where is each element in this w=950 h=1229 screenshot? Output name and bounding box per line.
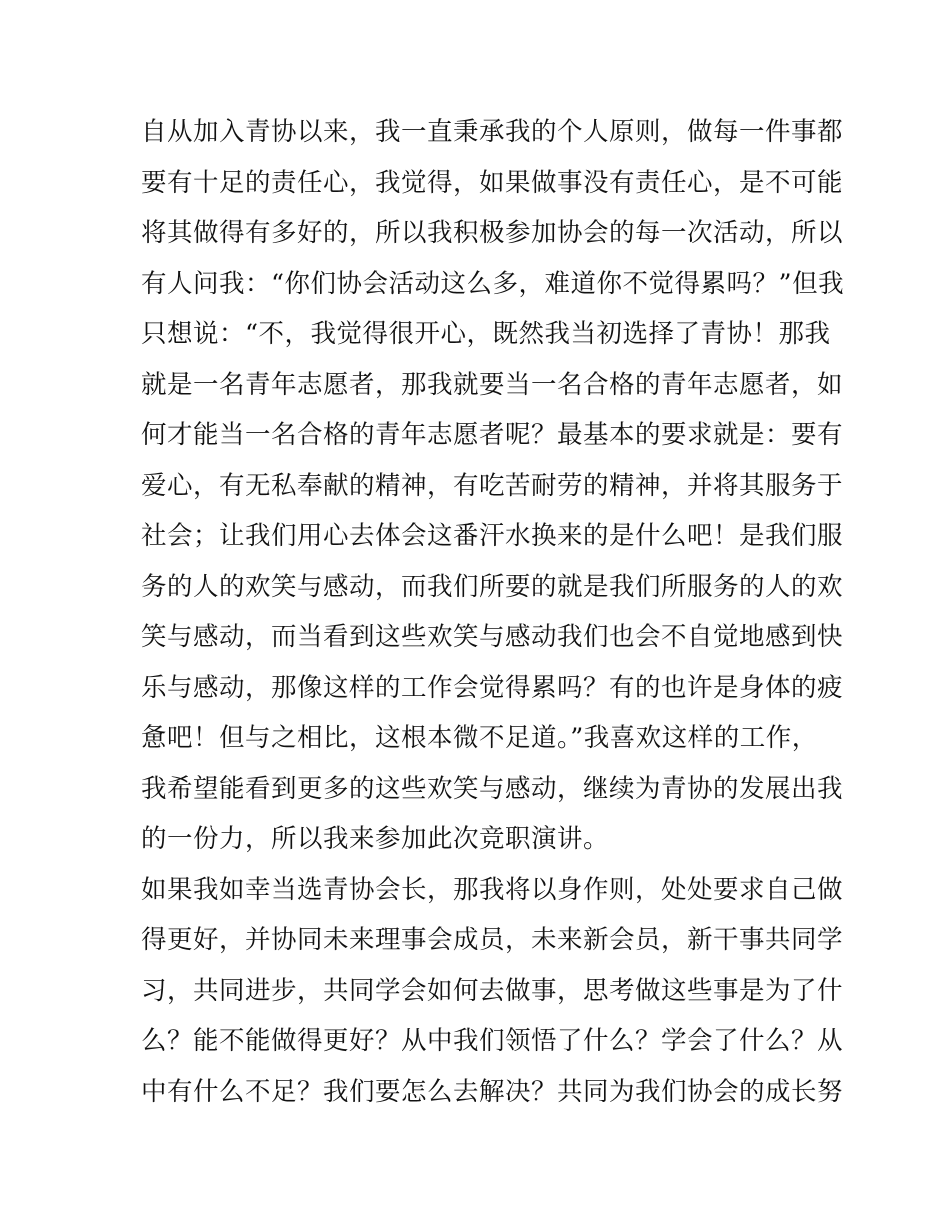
text-line-10: 务的人的欢笑与感动，而我们所要的就是我们所服务的人的欢 xyxy=(141,571,844,602)
text-line-14: 我希望能看到更多的这些欢笑与感动，继续为青协的发展出我 xyxy=(141,773,844,804)
text-line-6: 就是一名青年志愿者，那我就要当一名合格的青年志愿者，如 xyxy=(141,369,844,400)
text-line-11: 笑与感动，而当看到这些欢笑与感动我们也会不自觉地感到快 xyxy=(141,622,844,652)
text-line-4: 有人问我：“你们协会活动这么多，难道你不觉得累吗？”但我 xyxy=(141,268,845,299)
text-line-12: 乐与感动，那像这样的工作会觉得累吗？有的也许是身体的疲 xyxy=(141,672,844,703)
text-line-1: 自从加入青协以来，我一直秉承我的个人原则，做每一件事都 xyxy=(141,117,844,147)
body-text xyxy=(141,107,845,1117)
text-line-8: 爱心，有无私奉献的精神，有吃苦耐劳的精神，并将其服务于 xyxy=(141,470,844,501)
text-line-17: 得更好，并协同未来理事会成员，未来新会员，新干事共同学 xyxy=(141,925,844,955)
text-line-15: 的一份力，所以我来参加此次竞职演讲。 xyxy=(141,824,610,854)
text-line-7: 何才能当一名合格的青年志愿者呢？最基本的要求就是：要有 xyxy=(141,420,844,450)
text-line-5: 只想说：“不，我觉得很开心，既然我当初选择了青协！那我 xyxy=(141,319,831,349)
text-line-20: 中有什么不足？我们要怎么去解决？共同为我们协会的成长努 xyxy=(141,1076,844,1107)
text-line-9: 社会；让我们用心去体会这番汗水换来的是什么吧！是我们服 xyxy=(141,521,844,551)
text-line-18: 习，共同进步，共同学会如何去做事，思考做这些事是为了什 xyxy=(141,975,844,1006)
text-line-13: 惫吧！但与之相比，这根本微不足道。”我喜欢这样的工作， xyxy=(141,723,818,753)
text-line-2: 要有十足的责任心，我觉得，如果做事没有责任心，是不可能 xyxy=(141,167,844,198)
text-line-16: 如果我如幸当选青协会长，那我将以身作则，处处要求自己做 xyxy=(141,874,844,905)
text-line-3: 将其做得有多好的，所以我积极参加协会的每一次活动，所以 xyxy=(141,218,844,248)
text-line-19: 么？能不能做得更好？从中我们领悟了什么？学会了什么？从 xyxy=(141,1026,844,1056)
